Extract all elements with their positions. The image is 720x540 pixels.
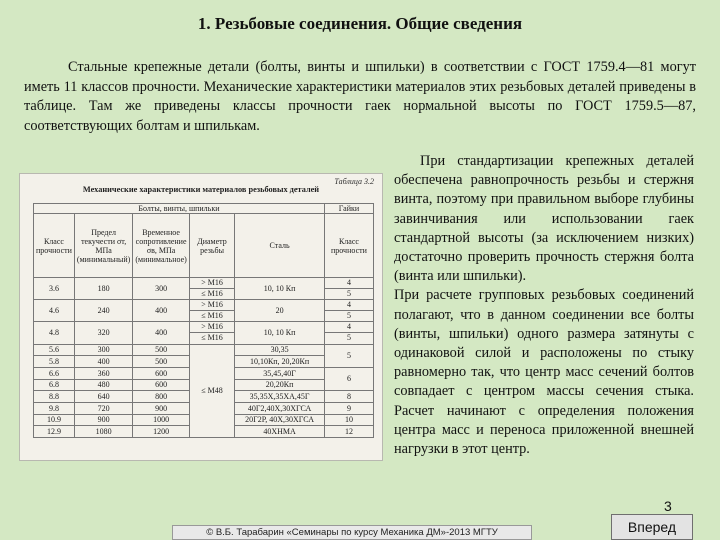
cell-class: 6.8 [34,379,75,391]
cell-yield: 360 [74,367,132,379]
cell-yield: 320 [74,322,132,344]
side-text [394,152,694,459]
table-row [34,322,374,333]
properties-grid [33,203,374,438]
cell-class: 8.8 [34,391,75,403]
cell-nut: 4 [324,322,373,333]
cell-steel: 35,35Х,35ХА,45Г [235,391,325,403]
cell-nut: 4 [324,278,373,289]
cell-yield: 300 [74,344,132,356]
cell-yield: 900 [74,414,132,426]
cell-yield: 240 [74,300,132,322]
cell-steel: 30,35 [235,344,325,356]
cell-tensile: 300 [133,278,189,300]
cell-steel: 10, 10 Кп [235,322,325,344]
cell-class: 12.9 [34,426,75,438]
cell-steel: 40ХНМА [235,426,325,438]
cell-class: 4.6 [34,300,75,322]
side-paragraph-2: При расчете групповых резьбовых соединений полагают, что в данном соединении все болты (винты, шпильки) одного размера затянуты с одинаковой силой и расположены по стыку равномерно так, что центр масс сечений болтов совпадает с центром массы сечения стыка. Расчет начинают с определения положения центра масс и переноса приложенной внешней нагрузки в этот центр. [394,287,694,458]
cell-diameter: ≤ М48 [189,344,234,438]
header-tensile: Временное сопротивление σв, МПа (минимальное) [133,214,189,278]
cell-yield: 180 [74,278,132,300]
side-paragraph-1: При стандартизации крепежных деталей обеспечена равнопрочность резьбы и стержня винта, поэтому при правильном выборе глубины завинчивания или использовании гаек стандартной высоты (за исключением низких) достаточно проверить прочность стержня болта (винта или шпильки). [394,153,694,285]
header-class: Класс прочности [34,214,75,278]
cell-diameter: > М16 [189,322,234,333]
cell-diameter: ≤ М16 [189,332,234,344]
intro-paragraph: Стальные крепежные детали (болты, винты и шпильки) в соответствии с ГОСТ 1759.4—81 могут иметь 11 классов прочности. Механические характеристики материалов этих резьбовых деталей приведены в таблице. Там же приведены классы прочности гаек нормальной высоты по ГОСТ 1759.5—87, соответствующих болтам и шпилькам. [24,59,696,134]
cell-class: 9.8 [34,403,75,415]
cell-nut: 5 [324,344,373,367]
group-header-nuts: Гайки [324,204,373,214]
cell-nut: 6 [324,367,373,390]
cell-steel: 20Г2Р, 40Х,30ХГСА [235,414,325,426]
cell-yield: 480 [74,379,132,391]
cell-tensile: 900 [133,403,189,415]
cell-tensile: 600 [133,367,189,379]
mechanical-properties-table [19,173,383,461]
cell-tensile: 600 [133,379,189,391]
table-title: Механические характеристики материалов резьбовых деталей [82,185,320,194]
page-title: 1. Резьбовые соединения. Общие сведения [197,14,523,33]
cell-yield: 1080 [74,426,132,438]
cell-steel: 20,20Кп [235,379,325,391]
cell-steel: 10, 10 Кп [235,278,325,300]
group-header-bolts: Болты, винты, шпильки [34,204,325,214]
cell-tensile: 400 [133,322,189,344]
cell-class: 5.6 [34,344,75,356]
table-row [34,300,374,311]
cell-class: 3.6 [34,278,75,300]
cell-nut: 10 [324,414,373,426]
cell-yield: 640 [74,391,132,403]
next-button[interactable]: Вперед [611,514,693,540]
table-number: Таблица 3.2 [334,177,374,186]
cell-tensile: 500 [133,344,189,356]
cell-diameter: > М16 [189,300,234,311]
cell-class: 5.8 [34,356,75,368]
cell-nut: 4 [324,300,373,311]
header-diameter: Диаметр резьбы [189,214,234,278]
cell-nut: 12 [324,426,373,438]
cell-tensile: 800 [133,391,189,403]
cell-yield: 720 [74,403,132,415]
cell-tensile: 500 [133,356,189,368]
cell-steel: 10,10Кп, 20,20Кп [235,356,325,368]
cell-nut: 5 [324,310,373,322]
footer-credit: © В.Б. Тарабарин «Семинары по курсу Механика ДМ»-2013 МГТУ [172,525,532,540]
cell-yield: 400 [74,356,132,368]
header-yield: Предел текучести σт, МПа (минимальный) [74,214,132,278]
cell-tensile: 400 [133,300,189,322]
cell-class: 4.8 [34,322,75,344]
cell-diameter: > М16 [189,278,234,289]
cell-steel: 40Г2,40Х,30ХГСА [235,403,325,415]
cell-tensile: 1000 [133,414,189,426]
cell-nut: 5 [324,332,373,344]
cell-tensile: 1200 [133,426,189,438]
cell-class: 6.6 [34,367,75,379]
table-row [34,278,374,289]
cell-class: 10.9 [34,414,75,426]
cell-diameter: ≤ М16 [189,310,234,322]
header-steel: Сталь [235,214,325,278]
page-number: 3 [664,498,672,514]
cell-steel: 20 [235,300,325,322]
cell-diameter: ≤ М16 [189,288,234,300]
cell-nut: 8 [324,391,373,403]
header-nut-class: Класс прочности [324,214,373,278]
table-row [34,344,374,356]
cell-steel: 35,45,40Г [235,367,325,379]
cell-nut: 9 [324,403,373,415]
cell-nut: 5 [324,288,373,300]
